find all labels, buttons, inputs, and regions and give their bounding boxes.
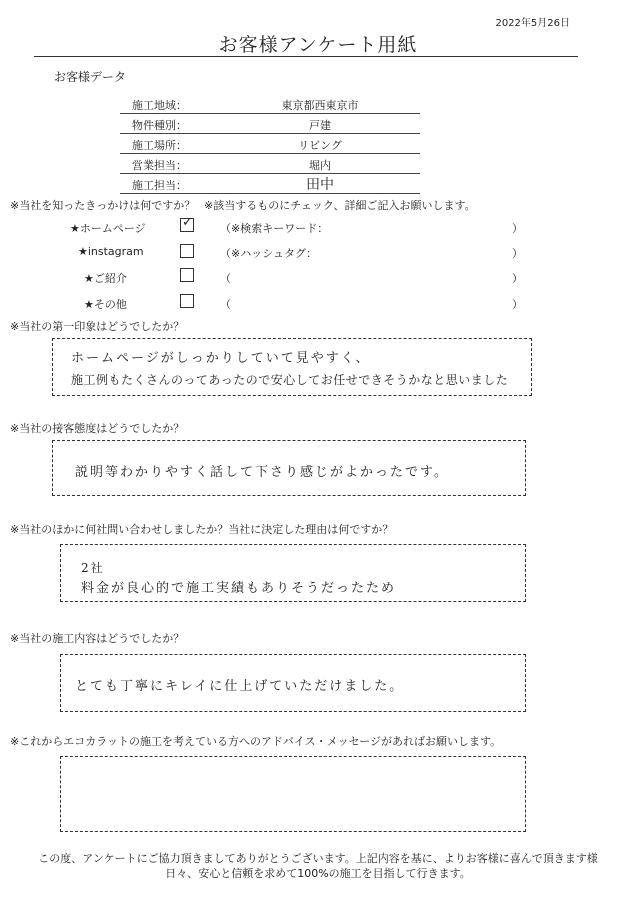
- footer-line: 日々、安心と信頼を求めて100%の施工を目指して行きます。: [165, 867, 471, 880]
- table-row: [120, 174, 420, 194]
- form-title: お客様アンケート用紙: [218, 34, 418, 56]
- answer-box-first-impression[interactable]: [52, 338, 532, 396]
- row-value: 堀内: [309, 159, 331, 172]
- checkbox-instagram[interactable]: [180, 244, 194, 258]
- option-label-other: ★その他: [84, 298, 127, 311]
- answer-line: 料金が良心的で施工実績もありそうだったため: [81, 581, 397, 596]
- option-close-paren: ）: [512, 298, 523, 311]
- option-detail-instagram: （※ハッシュタグ：: [220, 247, 317, 260]
- answer-box-other-companies[interactable]: [60, 544, 526, 602]
- question-instruction: ※該当するものにチェック、詳細ご記入お願いします。: [204, 199, 476, 212]
- option-label-homepage: ★ホームページ: [70, 222, 146, 235]
- checkbox-homepage[interactable]: [180, 218, 194, 232]
- answer-line: ホームページがしっかりしていて見やすく、: [71, 351, 371, 366]
- answer-line: 2社: [81, 561, 105, 575]
- row-value: 戸建: [309, 119, 331, 132]
- option-close-paren: ）: [512, 222, 523, 235]
- table-row: [120, 134, 420, 154]
- row-label: 施工場所：: [132, 139, 187, 152]
- table-row: [120, 114, 420, 134]
- question-other-companies: ※当社のほかに何社問い合わせしましたか？当社に決定した理由は何ですか？: [10, 523, 394, 536]
- checkbox-referral[interactable]: [180, 268, 194, 282]
- answer-box-customer-service[interactable]: [52, 440, 526, 496]
- question-customer-service: ※当社の接客態度はどうでしたか？: [10, 422, 185, 435]
- row-value-handwritten: 田中: [306, 177, 334, 193]
- question-construction-quality: ※当社の施工内容はどうでしたか？: [10, 632, 185, 645]
- option-detail-referral: （: [220, 272, 231, 285]
- form-date: 2022年5月26日: [495, 18, 570, 29]
- answer-box-advice-message[interactable]: [60, 756, 526, 832]
- checkbox-other[interactable]: [180, 294, 194, 308]
- answer-line: 説明等わかりやすく話して下さり感じがよかったです。: [75, 465, 449, 480]
- answer-line: とても丁寧にキレイに仕上げていただけました。: [75, 679, 405, 694]
- option-close-paren: ）: [512, 272, 523, 285]
- option-detail-other: （: [220, 298, 231, 311]
- answer-line: 施工例もたくさんのってあったので安心してお任せできそうかなと思いました: [71, 373, 509, 387]
- question-advice-message: ※これからエコカラットの施工を考えている方へのアドバイス・メッセージがあればお願いします。: [10, 735, 502, 748]
- table-row: [120, 94, 420, 114]
- customer-section-heading: お客様データ: [54, 70, 127, 84]
- question-how-found: ※当社を知ったきっかけは何ですか？: [10, 199, 196, 212]
- row-label: 施工地域：: [132, 99, 187, 112]
- question-first-impression: ※当社の第一印象はどうでしたか？: [10, 320, 185, 333]
- option-label-referral: ★ご紹介: [84, 272, 127, 285]
- option-detail-homepage: （※検索キーワード：: [220, 222, 329, 235]
- answer-box-construction-quality[interactable]: [60, 654, 526, 712]
- footer-line: この度、アンケートにご協力頂きましてありがとうございます。上記内容を基に、よりお客様に喜んで頂きます様: [38, 852, 598, 865]
- customer-data-table: [120, 94, 420, 194]
- row-label: 施工担当：: [132, 179, 187, 192]
- row-value: 東京都西東京市: [281, 99, 359, 112]
- title-underline: [34, 56, 578, 57]
- table-row: [120, 154, 420, 174]
- option-close-paren: ）: [512, 247, 523, 260]
- row-label: 物件種別：: [132, 119, 187, 132]
- row-value: リビング: [298, 139, 342, 152]
- option-label-instagram: ★instagram: [78, 245, 144, 258]
- row-label: 営業担当：: [132, 159, 187, 172]
